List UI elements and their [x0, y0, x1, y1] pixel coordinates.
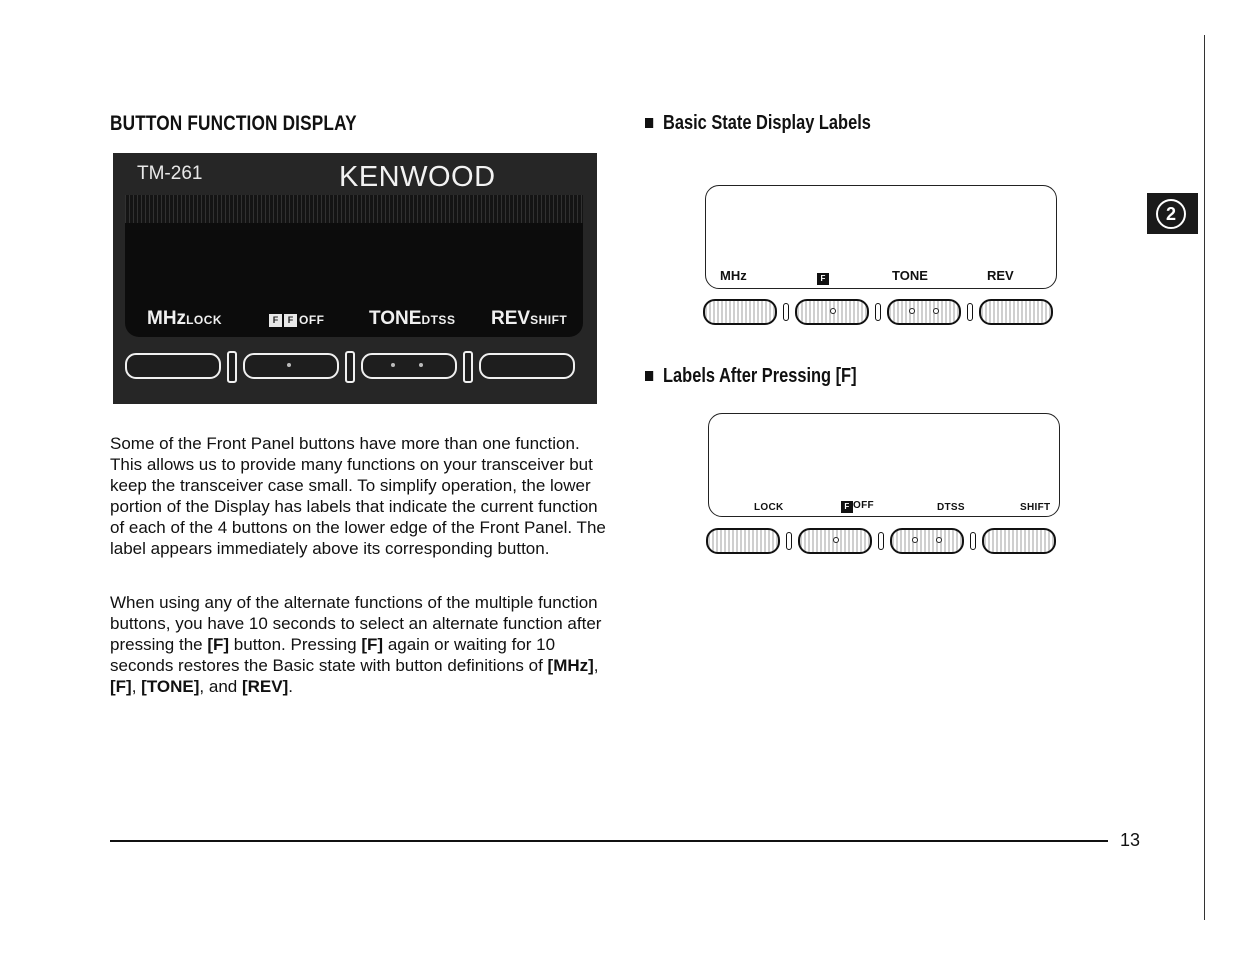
f-icon: F — [284, 314, 297, 327]
label-f-off: F OFF — [841, 500, 874, 513]
label-tone-dtss: TONEDTSS — [369, 308, 456, 329]
bullet-square-icon — [645, 118, 653, 128]
chapter-number: 2 — [1156, 199, 1186, 229]
after-f-button-row — [706, 528, 1062, 554]
label-dtss: DTSS — [937, 502, 965, 513]
button-f[interactable] — [795, 299, 869, 325]
button-divider — [345, 351, 355, 383]
brand-logo: KENWOOD — [339, 161, 496, 193]
description-paragraph: Some of the Front Panel buttons have more than one function. This allows us to provide many functions on your transceiver but keep the transceiver case small. To simplify operation, the lower portion of the Display has labels that indicate the current function of each of the 4 buttons on the lower edge of the Front Panel. The label appears immediately above its corresponding button. — [110, 434, 606, 558]
label-shift: SHIFT — [1020, 502, 1051, 513]
label-rev-shift: REVSHIFT — [491, 308, 568, 329]
footer-rule — [110, 840, 1108, 842]
page-number: 13 — [1120, 830, 1141, 850]
button-divider — [875, 303, 881, 321]
basic-lcd-diagram — [705, 185, 1057, 289]
model-name: TM-261 — [137, 163, 203, 184]
alternate-functions-paragraph: When using any of the alternate functions of the multiple function buttons, you have 10 seconds to select an alternate function after pressing the [F] button. Pressing [F] again or waiting for 10 seconds restores the Basic state with button definitions of [MHz], [F], [TONE], and [REV]. — [110, 593, 602, 696]
button-divider — [878, 532, 884, 550]
button-divider — [227, 351, 237, 383]
button-divider — [463, 351, 473, 383]
button-mhz[interactable] — [703, 299, 777, 325]
section-heading: BUTTON FUNCTION DISPLAY — [110, 112, 357, 135]
button-divider — [967, 303, 973, 321]
button-divider — [786, 532, 792, 550]
lcd-dot-matrix — [125, 195, 583, 223]
f-icon: F — [817, 273, 829, 285]
subsection-heading-basic: Basic State Display Labels — [645, 112, 871, 135]
chapter-tab — [1147, 193, 1198, 234]
label-f — [817, 268, 829, 285]
panel-button-mhz[interactable] — [125, 353, 221, 379]
basic-button-row — [703, 299, 1059, 325]
panel-button-rev[interactable] — [479, 353, 575, 379]
label-mhz: MHz — [720, 268, 747, 283]
button-lock[interactable] — [706, 528, 780, 554]
button-rev[interactable] — [979, 299, 1053, 325]
margin-rule — [1204, 35, 1205, 920]
f-icon: F — [841, 501, 853, 513]
panel-button-f[interactable] — [243, 353, 339, 379]
label-mhz-lock: MHzLOCK — [147, 308, 223, 329]
panel-button-tone[interactable] — [361, 353, 457, 379]
label-f-off: F F OFF — [269, 308, 325, 330]
subsection-heading-after-f: Labels After Pressing [F] — [645, 365, 857, 388]
button-divider — [970, 532, 976, 550]
button-dtss[interactable] — [890, 528, 964, 554]
button-divider — [783, 303, 789, 321]
label-rev: REV — [987, 268, 1014, 283]
lcd-display — [125, 195, 583, 337]
label-lock: LOCK — [754, 502, 784, 513]
label-tone: TONE — [892, 268, 928, 283]
button-tone[interactable] — [887, 299, 961, 325]
button-shift[interactable] — [982, 528, 1056, 554]
bullet-square-icon — [645, 371, 653, 381]
f-icon: F — [269, 314, 282, 327]
button-f[interactable] — [798, 528, 872, 554]
front-panel-figure — [113, 153, 597, 404]
after-f-lcd-diagram — [708, 413, 1060, 517]
